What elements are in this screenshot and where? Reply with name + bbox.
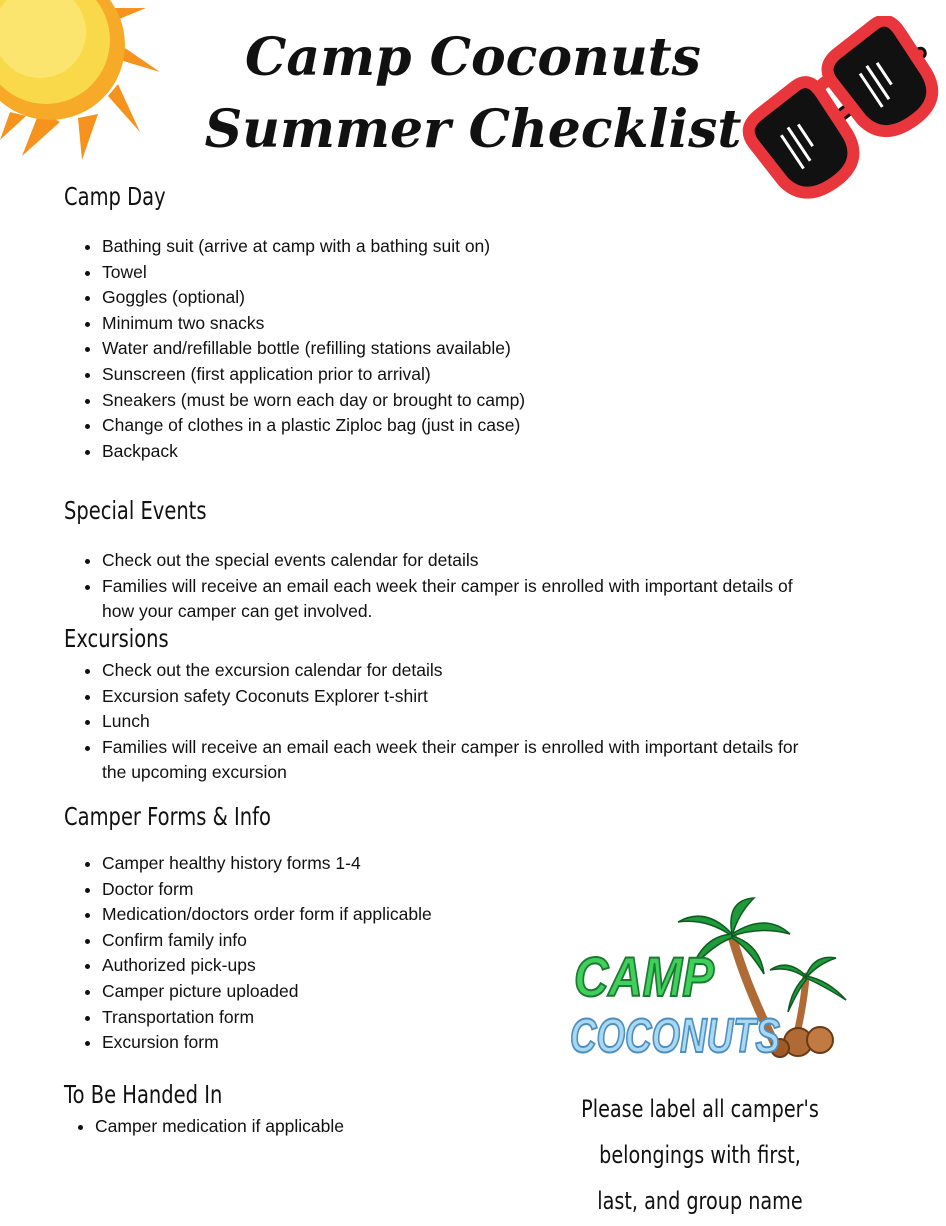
logo-text-coconuts: COCONUTS <box>570 1010 780 1063</box>
list-item: Change of clothes in a plastic Ziploc bag (just in case) <box>102 413 822 439</box>
list-item: Medication/doctors order form if applicable <box>102 902 522 928</box>
list-item: Lunch <box>102 709 822 735</box>
list-item: Excursion form <box>102 1030 522 1056</box>
sun-icon <box>0 0 170 170</box>
list-item: Families will receive an email each week their camper is enrolled with important details of how your camper can get involved. <box>102 574 822 625</box>
special-events-list <box>102 548 822 625</box>
title-line-2: Summer Checklist <box>204 99 742 160</box>
to-be-handed-in-list <box>95 1114 475 1140</box>
section-heading-camper-forms: Camper Forms & Info <box>64 802 271 831</box>
section-heading-special-events: Special Events <box>64 496 207 525</box>
list-item: Backpack <box>102 439 822 465</box>
section-heading-to-be-handed-in: To Be Handed In <box>64 1080 223 1109</box>
logo-text-camp: CAMP <box>574 945 715 1008</box>
section-heading-camp-day: Camp Day <box>64 182 166 211</box>
list-item: Excursion safety Coconuts Explorer t-shirt <box>102 684 822 710</box>
title-line-1: Camp Coconuts <box>245 27 701 88</box>
list-item: Camper healthy history forms 1-4 <box>102 851 522 877</box>
page-title <box>200 22 746 166</box>
list-item: Bathing suit (arrive at camp with a bathing suit on) <box>102 234 822 260</box>
camper-forms-list <box>102 851 522 1056</box>
list-item: Water and/refillable bottle (refilling stations available) <box>102 336 822 362</box>
list-item: Check out the special events calendar for details <box>102 548 822 574</box>
list-item: Camper picture uploaded <box>102 979 522 1005</box>
sunglasses-icon <box>740 16 940 226</box>
list-item: Camper medication if applicable <box>95 1114 475 1140</box>
label-belongings-note <box>532 1086 868 1224</box>
note-line-2: last, and group name <box>597 1187 803 1215</box>
list-item: Confirm family info <box>102 928 522 954</box>
list-item: Goggles (optional) <box>102 285 822 311</box>
list-item: Doctor form <box>102 877 522 903</box>
list-item: Transportation form <box>102 1005 522 1031</box>
list-item: Sneakers (must be worn each day or brought to camp) <box>102 388 822 414</box>
camp-day-list <box>102 234 822 464</box>
section-heading-excursions: Excursions <box>64 624 169 653</box>
excursions-list <box>102 658 822 786</box>
list-item: Check out the excursion calendar for details <box>102 658 822 684</box>
list-item: Towel <box>102 260 822 286</box>
list-item: Sunscreen (first application prior to arrival) <box>102 362 822 388</box>
list-item: Minimum two snacks <box>102 311 822 337</box>
list-item: Families will receive an email each week their camper is enrolled with important details for the upcoming excursion <box>102 735 822 786</box>
list-item: Authorized pick-ups <box>102 953 522 979</box>
note-line-1: Please label all camper's belongings with first, <box>581 1095 819 1169</box>
camp-coconuts-logo <box>566 896 856 1066</box>
